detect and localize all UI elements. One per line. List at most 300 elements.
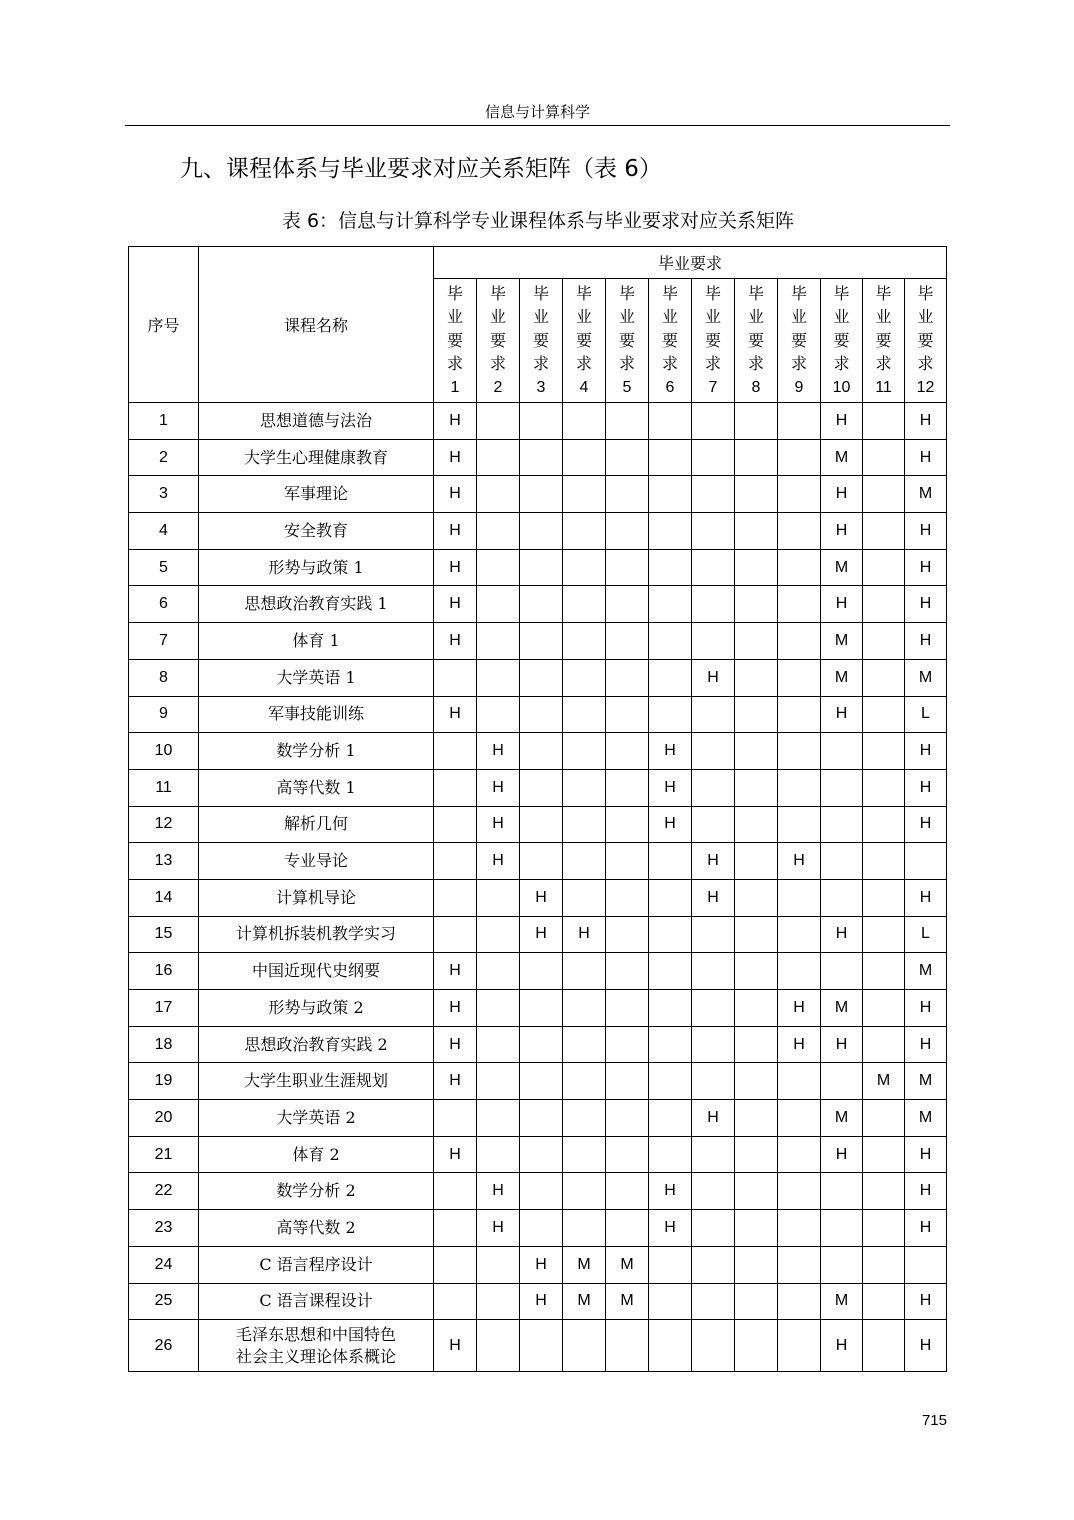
requirement-mark-cell — [477, 513, 520, 550]
requirement-mark-cell — [692, 439, 735, 476]
requirement-mark-cell: H — [905, 879, 947, 916]
requirement-mark-cell — [477, 1026, 520, 1063]
requirement-mark-cell — [692, 403, 735, 440]
requirement-mark-cell: H — [905, 769, 947, 806]
requirement-mark-cell: M — [863, 1063, 905, 1100]
table-row — [129, 1320, 947, 1372]
requirement-header-char: 业 — [704, 307, 721, 327]
requirement-header-char: 毕 — [704, 283, 721, 303]
course-name: 专业导论 — [199, 843, 434, 880]
requirement-mark-cell — [477, 953, 520, 990]
index-column-header: 序号 — [129, 247, 199, 403]
requirement-mark-cell: H — [905, 1173, 947, 1210]
requirement-header-number: 4 — [579, 378, 589, 396]
requirement-mark-cell: M — [905, 659, 947, 696]
requirement-mark-cell: H — [692, 659, 735, 696]
requirement-header-number: 7 — [708, 378, 718, 396]
requirement-mark-cell — [778, 549, 821, 586]
requirement-mark-cell: M — [821, 439, 863, 476]
requirement-mark-cell — [520, 1320, 563, 1372]
requirement-mark-cell: M — [905, 476, 947, 513]
course-name: C 语言程序设计 — [199, 1246, 434, 1283]
course-name: 解析几何 — [199, 806, 434, 843]
requirement-header-number: 11 — [875, 378, 892, 396]
requirement-mark-cell — [649, 1136, 692, 1173]
requirement-mark-cell — [563, 659, 606, 696]
requirement-mark-cell: H — [563, 916, 606, 953]
requirement-mark-cell — [778, 439, 821, 476]
requirement-header-char: 业 — [875, 307, 892, 327]
requirement-mark-cell — [735, 586, 778, 623]
requirement-header-char: 业 — [833, 307, 850, 327]
requirement-mark-cell: H — [778, 843, 821, 880]
requirement-mark-cell: H — [905, 1136, 947, 1173]
requirement-header-char: 要 — [875, 330, 892, 350]
requirement-mark-cell — [863, 586, 905, 623]
requirement-mark-cell: H — [905, 586, 947, 623]
requirement-mark-cell: L — [905, 916, 947, 953]
requirement-header-2 — [477, 279, 520, 403]
running-header: 信息与计算科学 — [484, 103, 590, 121]
requirement-header-char: 求 — [747, 354, 764, 374]
requirement-mark-cell: H — [905, 549, 947, 586]
requirement-mark-cell — [434, 916, 477, 953]
requirement-mark-cell — [477, 439, 520, 476]
requirement-mark-cell — [863, 1026, 905, 1063]
requirement-mark-cell — [692, 990, 735, 1027]
requirement-mark-cell: H — [434, 696, 477, 733]
requirement-header-char: 业 — [917, 307, 934, 327]
requirement-header-char: 毕 — [532, 283, 549, 303]
requirement-mark-cell — [863, 696, 905, 733]
requirement-header-char: 要 — [661, 330, 678, 350]
requirement-mark-cell — [863, 879, 905, 916]
requirement-mark-cell — [606, 586, 649, 623]
requirement-mark-cell — [692, 549, 735, 586]
requirement-mark-cell — [520, 1136, 563, 1173]
requirement-mark-cell: H — [692, 1100, 735, 1137]
requirement-mark-cell — [477, 403, 520, 440]
requirement-mark-cell — [735, 659, 778, 696]
requirement-mark-cell — [606, 659, 649, 696]
requirement-header-number: 10 — [832, 378, 851, 396]
requirement-mark-cell — [821, 1173, 863, 1210]
table-row — [129, 1063, 947, 1100]
requirement-mark-cell — [477, 1063, 520, 1100]
requirement-mark-cell — [692, 623, 735, 660]
requirement-mark-cell — [606, 1136, 649, 1173]
requirement-mark-cell: M — [821, 549, 863, 586]
requirement-mark-cell — [692, 916, 735, 953]
requirement-mark-cell — [863, 1100, 905, 1137]
requirement-mark-cell — [477, 1246, 520, 1283]
row-index: 13 — [129, 843, 199, 880]
requirement-mark-cell — [606, 476, 649, 513]
requirement-mark-cell — [477, 476, 520, 513]
row-index: 5 — [129, 549, 199, 586]
requirement-mark-cell: H — [649, 1173, 692, 1210]
requirement-mark-cell — [563, 806, 606, 843]
requirement-mark-cell — [520, 659, 563, 696]
row-index: 10 — [129, 733, 199, 770]
row-index: 17 — [129, 990, 199, 1027]
requirement-mark-cell — [477, 586, 520, 623]
requirement-mark-cell — [606, 1100, 649, 1137]
row-index: 18 — [129, 1026, 199, 1063]
requirement-mark-cell — [434, 1210, 477, 1247]
requirement-mark-cell — [477, 1100, 520, 1137]
requirement-mark-cell — [778, 1210, 821, 1247]
requirement-header-number: 3 — [536, 378, 546, 396]
requirement-mark-cell: H — [477, 806, 520, 843]
requirement-mark-cell — [692, 953, 735, 990]
requirement-mark-cell — [434, 1246, 477, 1283]
requirement-mark-cell — [477, 916, 520, 953]
requirement-mark-cell — [692, 769, 735, 806]
course-name: 数学分析 1 — [199, 733, 434, 770]
requirement-mark-cell — [863, 513, 905, 550]
requirement-mark-cell — [735, 1320, 778, 1372]
requirement-header-char: 毕 — [833, 283, 850, 303]
table-row — [129, 953, 947, 990]
requirement-mark-cell — [778, 1246, 821, 1283]
requirement-header-char: 要 — [790, 330, 807, 350]
requirement-mark-cell — [735, 439, 778, 476]
requirement-mark-cell — [778, 623, 821, 660]
requirement-mark-cell — [692, 513, 735, 550]
requirement-mark-cell — [606, 879, 649, 916]
requirement-mark-cell — [563, 1026, 606, 1063]
course-name: 军事理论 — [199, 476, 434, 513]
requirement-mark-cell — [563, 953, 606, 990]
requirement-mark-cell — [434, 1283, 477, 1320]
requirement-mark-cell — [434, 733, 477, 770]
requirement-mark-cell — [735, 623, 778, 660]
requirement-header-7 — [692, 279, 735, 403]
requirement-mark-cell — [778, 879, 821, 916]
row-index: 1 — [129, 403, 199, 440]
requirement-header-char: 要 — [704, 330, 721, 350]
table-row — [129, 1136, 947, 1173]
requirement-mark-cell — [649, 513, 692, 550]
course-name: 大学英语 2 — [199, 1100, 434, 1137]
requirement-mark-cell — [520, 696, 563, 733]
requirement-mark-cell: H — [821, 696, 863, 733]
requirement-mark-cell — [606, 843, 649, 880]
requirement-mark-cell — [477, 990, 520, 1027]
requirement-header-char: 业 — [661, 307, 678, 327]
requirement-header-char: 要 — [575, 330, 592, 350]
requirement-mark-cell — [735, 916, 778, 953]
table-row — [129, 403, 947, 440]
requirement-mark-cell — [863, 806, 905, 843]
requirement-mark-cell — [563, 1100, 606, 1137]
requirement-mark-cell: M — [821, 990, 863, 1027]
requirement-header-8 — [735, 279, 778, 403]
requirement-mark-cell — [649, 403, 692, 440]
requirement-mark-cell: H — [905, 806, 947, 843]
row-index: 12 — [129, 806, 199, 843]
requirement-mark-cell — [735, 513, 778, 550]
table-row — [129, 696, 947, 733]
requirement-mark-cell — [520, 990, 563, 1027]
requirement-mark-cell — [735, 1210, 778, 1247]
requirement-header-char: 毕 — [747, 283, 764, 303]
requirement-mark-cell: H — [905, 1320, 947, 1372]
requirement-mark-cell — [563, 476, 606, 513]
requirement-mark-cell — [477, 549, 520, 586]
header-rule — [125, 125, 950, 126]
requirement-mark-cell: H — [905, 439, 947, 476]
course-name: C 语言课程设计 — [199, 1283, 434, 1320]
requirement-mark-cell — [863, 733, 905, 770]
requirement-header-char: 要 — [446, 330, 463, 350]
requirement-header-char: 求 — [704, 354, 721, 374]
requirement-mark-cell: H — [477, 1210, 520, 1247]
requirement-mark-cell — [520, 1100, 563, 1137]
requirement-mark-cell — [778, 1320, 821, 1372]
requirement-mark-cell — [863, 769, 905, 806]
requirement-mark-cell: H — [477, 733, 520, 770]
requirement-header-char: 毕 — [618, 283, 635, 303]
requirement-mark-cell — [649, 549, 692, 586]
table-row — [129, 623, 947, 660]
requirement-mark-cell — [735, 403, 778, 440]
requirement-header-char: 毕 — [661, 283, 678, 303]
requirement-mark-cell: M — [563, 1283, 606, 1320]
row-index: 7 — [129, 623, 199, 660]
table-row — [129, 843, 947, 880]
requirement-mark-cell: M — [821, 659, 863, 696]
requirement-header-char: 业 — [618, 307, 635, 327]
requirement-mark-cell: H — [434, 623, 477, 660]
requirement-mark-cell — [434, 1100, 477, 1137]
requirement-mark-cell — [520, 403, 563, 440]
requirement-header-char: 求 — [917, 354, 934, 374]
requirement-mark-cell — [649, 1246, 692, 1283]
requirement-mark-cell — [649, 1283, 692, 1320]
row-index: 9 — [129, 696, 199, 733]
requirement-mark-cell: H — [434, 1026, 477, 1063]
requirement-mark-cell — [606, 806, 649, 843]
requirement-mark-cell — [863, 1246, 905, 1283]
requirement-mark-cell — [863, 549, 905, 586]
requirement-mark-cell — [606, 733, 649, 770]
requirement-mark-cell — [735, 696, 778, 733]
course-name: 高等代数 1 — [199, 769, 434, 806]
requirement-mark-cell: H — [905, 1210, 947, 1247]
requirement-mark-cell — [477, 623, 520, 660]
course-column-header: 课程名称 — [199, 247, 434, 403]
requirement-header-char: 业 — [489, 307, 506, 327]
requirement-mark-cell: M — [821, 1100, 863, 1137]
table-row — [129, 476, 947, 513]
course-name: 思想政治教育实践 2 — [199, 1026, 434, 1063]
requirement-mark-cell — [863, 1320, 905, 1372]
requirement-mark-cell — [778, 953, 821, 990]
requirement-mark-cell — [649, 439, 692, 476]
requirement-mark-cell: H — [434, 586, 477, 623]
requirement-mark-cell — [692, 1246, 735, 1283]
requirement-mark-cell — [520, 1210, 563, 1247]
requirement-mark-cell — [735, 1063, 778, 1100]
requirement-mark-cell — [863, 843, 905, 880]
requirement-mark-cell — [477, 659, 520, 696]
course-name: 体育 1 — [199, 623, 434, 660]
requirement-mark-cell — [692, 1320, 735, 1372]
requirement-mark-cell: M — [606, 1283, 649, 1320]
requirement-header-char: 业 — [446, 307, 463, 327]
requirement-header-char: 业 — [790, 307, 807, 327]
requirement-mark-cell — [563, 696, 606, 733]
table-row — [129, 1100, 947, 1137]
requirement-header-char: 要 — [747, 330, 764, 350]
requirement-mark-cell — [563, 733, 606, 770]
requirement-mark-cell — [520, 476, 563, 513]
row-index: 2 — [129, 439, 199, 476]
requirement-matrix-table — [128, 246, 947, 1372]
requirement-mark-cell — [520, 549, 563, 586]
row-index: 14 — [129, 879, 199, 916]
requirement-mark-cell — [735, 769, 778, 806]
course-name: 体育 2 — [199, 1136, 434, 1173]
requirement-mark-cell — [649, 1100, 692, 1137]
row-index: 25 — [129, 1283, 199, 1320]
table-row — [129, 879, 947, 916]
requirement-mark-cell — [434, 879, 477, 916]
requirement-mark-cell — [863, 403, 905, 440]
requirement-mark-cell — [735, 476, 778, 513]
requirement-mark-cell — [692, 1210, 735, 1247]
row-index: 20 — [129, 1100, 199, 1137]
requirement-header-4 — [563, 279, 606, 403]
requirement-mark-cell: H — [434, 990, 477, 1027]
requirement-mark-cell — [905, 1246, 947, 1283]
requirement-mark-cell — [735, 733, 778, 770]
requirement-mark-cell — [563, 769, 606, 806]
requirement-mark-cell — [606, 1173, 649, 1210]
row-index: 8 — [129, 659, 199, 696]
row-index: 15 — [129, 916, 199, 953]
requirement-mark-cell — [735, 1283, 778, 1320]
requirement-mark-cell: H — [821, 916, 863, 953]
requirement-mark-cell — [606, 916, 649, 953]
requirement-mark-cell: H — [821, 1320, 863, 1372]
requirement-mark-cell — [692, 1063, 735, 1100]
requirement-mark-cell — [563, 1210, 606, 1247]
requirement-mark-cell — [520, 439, 563, 476]
requirement-header-number: 12 — [916, 378, 935, 396]
requirement-mark-cell: H — [434, 549, 477, 586]
course-name: 大学生心理健康教育 — [199, 439, 434, 476]
course-name: 大学英语 1 — [199, 659, 434, 696]
requirement-mark-cell — [905, 843, 947, 880]
requirement-mark-cell — [821, 1246, 863, 1283]
table-row — [129, 1173, 947, 1210]
requirement-mark-cell — [863, 439, 905, 476]
requirement-header-char: 求 — [532, 354, 549, 374]
requirement-mark-cell — [520, 1173, 563, 1210]
requirement-header-9 — [778, 279, 821, 403]
requirement-mark-cell — [735, 549, 778, 586]
requirement-mark-cell — [778, 1100, 821, 1137]
requirement-mark-cell: H — [434, 403, 477, 440]
requirement-header-5 — [606, 279, 649, 403]
requirement-mark-cell — [735, 1136, 778, 1173]
requirement-mark-cell — [520, 623, 563, 660]
requirement-mark-cell: H — [520, 916, 563, 953]
requirement-mark-cell: H — [649, 1210, 692, 1247]
requirement-header-11 — [863, 279, 905, 403]
requirement-header-char: 要 — [489, 330, 506, 350]
requirement-mark-cell — [735, 1173, 778, 1210]
row-index: 19 — [129, 1063, 199, 1100]
table-row — [129, 990, 947, 1027]
requirement-mark-cell: L — [905, 696, 947, 733]
table-row — [129, 659, 947, 696]
requirement-mark-cell: H — [434, 476, 477, 513]
requirement-mark-cell — [649, 696, 692, 733]
requirement-mark-cell: H — [821, 586, 863, 623]
requirement-mark-cell — [821, 769, 863, 806]
requirement-mark-cell: M — [563, 1246, 606, 1283]
requirement-mark-cell — [649, 1063, 692, 1100]
requirement-mark-cell — [563, 1063, 606, 1100]
requirement-header-10 — [821, 279, 863, 403]
requirement-header-char: 毕 — [489, 283, 506, 303]
course-name: 形势与政策 1 — [199, 549, 434, 586]
requirement-mark-cell: M — [821, 623, 863, 660]
requirement-mark-cell — [606, 696, 649, 733]
requirement-mark-cell — [606, 1063, 649, 1100]
table-row — [129, 1246, 947, 1283]
requirement-mark-cell — [606, 953, 649, 990]
requirement-mark-cell — [778, 1063, 821, 1100]
requirement-mark-cell — [863, 990, 905, 1027]
table-row — [129, 549, 947, 586]
requirement-mark-cell — [692, 1283, 735, 1320]
requirement-mark-cell — [606, 403, 649, 440]
requirement-header-char: 要 — [618, 330, 635, 350]
requirement-mark-cell: H — [477, 769, 520, 806]
requirement-mark-cell — [863, 1173, 905, 1210]
requirement-header-number: 5 — [622, 378, 632, 396]
requirement-mark-cell — [735, 990, 778, 1027]
requirement-mark-cell: H — [905, 990, 947, 1027]
requirement-header-char: 要 — [833, 330, 850, 350]
requirement-mark-cell — [692, 476, 735, 513]
requirement-mark-cell — [520, 586, 563, 623]
requirement-mark-cell — [520, 513, 563, 550]
requirement-mark-cell — [520, 953, 563, 990]
table-row — [129, 769, 947, 806]
course-name: 计算机导论 — [199, 879, 434, 916]
requirement-mark-cell: H — [649, 806, 692, 843]
requirement-mark-cell — [563, 1136, 606, 1173]
requirement-header-char: 要 — [917, 330, 934, 350]
requirement-header-char: 求 — [661, 354, 678, 374]
requirement-mark-cell: H — [434, 439, 477, 476]
requirement-mark-cell — [477, 879, 520, 916]
requirement-mark-cell: H — [434, 1136, 477, 1173]
requirement-mark-cell — [735, 1026, 778, 1063]
requirement-header-number: 1 — [450, 378, 460, 396]
requirement-mark-cell: H — [905, 513, 947, 550]
graduation-requirements-header: 毕业要求 — [434, 247, 947, 279]
requirement-mark-cell: H — [905, 1026, 947, 1063]
requirement-mark-cell: H — [905, 403, 947, 440]
requirement-mark-cell — [520, 806, 563, 843]
